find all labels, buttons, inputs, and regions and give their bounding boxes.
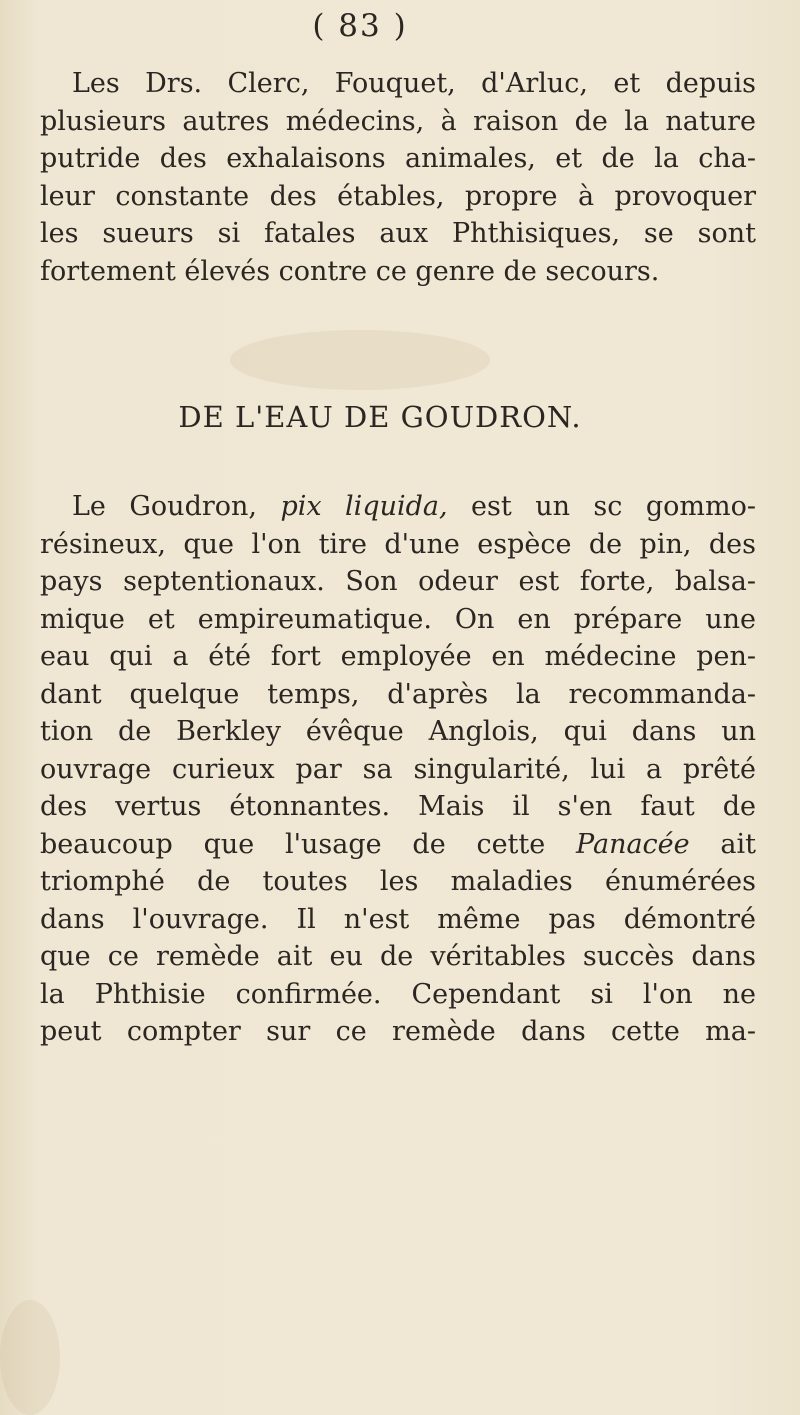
text-line: dans l'ouvrage. Il n'est même pas démontré bbox=[40, 903, 756, 935]
paragraph-1 bbox=[40, 65, 756, 290]
foxing-stain bbox=[230, 330, 490, 390]
text-line bbox=[40, 488, 756, 526]
text-line: la Phthisie confirmée. Cependant si l'on ne bbox=[40, 978, 756, 1010]
paragraph-2 bbox=[40, 488, 756, 1051]
text-run: beaucoup que l'usage de cette bbox=[40, 828, 577, 860]
foxing-stain bbox=[0, 1300, 60, 1415]
page-number: ( 83 ) bbox=[312, 8, 408, 44]
text-line: putride des exhalaisons animales, et de la cha- bbox=[40, 143, 756, 174]
text-run: Le Goudron, bbox=[72, 491, 281, 522]
text-line: leur constante des étables, propre à provoquer bbox=[40, 180, 756, 212]
text-line: dant quelque temps, d'après la recommanda- bbox=[40, 678, 756, 710]
text-line: peut compter sur ce remède dans cette ma- bbox=[40, 1016, 756, 1047]
text-line: que ce remède ait eu de véritables succès dans bbox=[40, 941, 756, 972]
text-line bbox=[40, 826, 756, 864]
section-heading: DE L'EAU DE GOUDRON. bbox=[178, 400, 582, 434]
text-line: résineux, que l'on tire d'une espèce de pin, des bbox=[40, 528, 756, 560]
text-line: ouvrage curieux par sa singularité, lui a prêté bbox=[40, 753, 756, 785]
text-line: pays septentionaux. Son odeur est forte, balsa- bbox=[40, 566, 756, 597]
italic-latin-term: pix liquida, bbox=[280, 491, 448, 522]
text-line: des vertus étonnantes. Mais il s'en faut de bbox=[40, 791, 756, 822]
text-run: ait bbox=[689, 828, 756, 860]
text-line: mique et empireumatique. On en prépare une bbox=[40, 603, 756, 635]
text-run: est un sc gommo- bbox=[447, 491, 756, 522]
text-line: Les Drs. Clerc, Fouquet, d'Arluc, et depuis bbox=[72, 68, 756, 99]
text-line: eau qui a été fort employée en médecine pen- bbox=[40, 641, 756, 672]
text-line: tion de Berkley évêque Anglois, qui dans un bbox=[40, 716, 756, 747]
text-line: les sueurs si fatales aux Phthisiques, se sont bbox=[40, 218, 756, 249]
text-line: fortement élevés contre ce genre de secours. bbox=[40, 255, 660, 287]
text-line: plusieurs autres médecins, à raison de la nature bbox=[40, 105, 756, 137]
text-line: triomphé de toutes les maladies énumérées bbox=[40, 866, 756, 897]
italic-term: Panacée bbox=[576, 828, 690, 860]
